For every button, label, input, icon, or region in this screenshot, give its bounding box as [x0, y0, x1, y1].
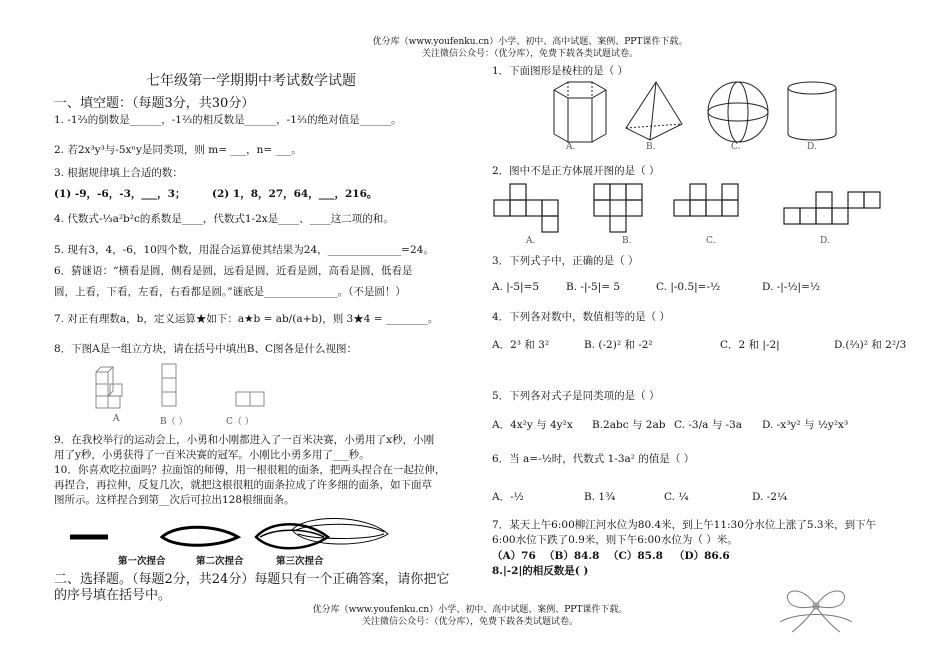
- cube-nets-figure: [494, 184, 894, 234]
- cube-stack-figure: [90, 362, 290, 418]
- net-label-c: C.: [706, 236, 716, 246]
- q7-option-d: （D）86.6: [674, 550, 730, 562]
- solid-shapes-figure: [548, 80, 848, 144]
- noodle-caption-2: 第二次捏合: [196, 556, 244, 567]
- q3-option-b: B. -|-5|= 5: [566, 281, 621, 293]
- question-7: 7. 对正有理数a，b，定义运算★如下：a★b = ab/(a+b)，则 3★4 = ________。: [54, 313, 439, 325]
- question-3-part-1: (1) -9，-6，-3，___，3；: [54, 188, 186, 200]
- solid-label-d: D.: [807, 142, 817, 152]
- header-line-2: 关注微信公众号：（优分库），免费下载各类试题试卷。: [421, 49, 638, 59]
- footer-line-1: 优分库（www.youfenku.cn）小学、初中、高中试题、案例、PPT课件下载。: [312, 605, 628, 615]
- question-10-line-3: 图所示。这样捏合到第__次后可拉出128根细面条。: [54, 494, 295, 506]
- q7-option-c: （C）85.8: [608, 550, 663, 562]
- q3-option-a: A. |-5|=5: [492, 281, 540, 293]
- noodle-caption-3: 第三次捏合: [276, 556, 324, 567]
- net-label-b: B.: [622, 236, 632, 246]
- choice-question-5: 5．下列各对式子是同类项的是（ ）: [492, 390, 660, 402]
- footer-line-2: 关注微信公众号：（优分库），免费下载各类试题试卷。: [361, 617, 578, 627]
- question-4: 4. 代数式-⅓a²b²c的系数是____，代数式1-2x是____、____这二项的和。: [54, 213, 394, 225]
- bow-ornament-icon: [776, 582, 856, 634]
- question-3-part-2: (2) 1，8，27，64，___，216。: [212, 188, 378, 200]
- net-label-a: A.: [526, 236, 536, 246]
- noodle-figure: [66, 512, 396, 552]
- figure-label-a: A: [113, 414, 120, 424]
- choice-question-8: 8.|-2|的相反数是( ): [492, 565, 589, 577]
- q5-option-a: A．4x²y 与 4y²x: [492, 419, 573, 431]
- q4-option-a: A．2³ 和 3²: [492, 339, 550, 351]
- choice-question-2: 2．图中不是正方体展开图的是（ ）: [492, 165, 660, 177]
- solid-label-a: A.: [566, 142, 576, 152]
- net-label-d: D.: [820, 236, 830, 246]
- choice-question-7-line-2: 6:00水位下跌了0.9米，则下午6:00水位为（ ）米。: [492, 534, 738, 546]
- q6-option-b: B. 1¾: [584, 491, 616, 503]
- choice-question-6: 6．当 a=-½时，代数式 1-3a² 的值是（ ）: [492, 453, 695, 465]
- q4-option-b: B. (-2)² 和 -2²: [584, 339, 653, 351]
- choice-question-4: 4．下列各对数中，数值相等的是（ ）: [492, 311, 671, 323]
- question-6-line-2: 圆，上看，下看，左看，右看都是圆。”谜底是______________。（不是圆！）: [54, 286, 406, 298]
- page-header: [320, 36, 740, 60]
- solid-label-c: C.: [731, 142, 741, 152]
- question-10-line-1: 10．你喜欢吃拉面吗？拉面馆的师傅，用一根很粗的面条，把两头捏合在一起拉伸，: [54, 464, 446, 476]
- q6-option-c: C. ¼: [664, 491, 689, 503]
- noodle-caption-1: 第一次捏合: [118, 556, 166, 567]
- q7-option-b: （B）84.8: [544, 550, 600, 562]
- q5-option-c: C. -3/a 与 -3a: [674, 419, 743, 431]
- solid-label-b: B.: [646, 142, 656, 152]
- q5-option-b: B.2abc 与 2ab: [592, 419, 666, 431]
- q3-option-d: D. -|-½|=½: [762, 281, 821, 293]
- section-multiple-choice: 二、选择题。（每题2分，共24分）每题只有一个正确答案，请你把它: [54, 572, 450, 587]
- figure-label-c: C（ ）: [226, 417, 254, 427]
- q4-option-c: C．2 和 |-2|: [720, 339, 780, 351]
- section-fill-blank: 一、填空题：（每题3分，共30分）: [54, 96, 255, 111]
- question-2: 2. 若2x³y³与-5xⁿy是同类项，则 m= ___，n= ___。: [54, 144, 302, 156]
- question-8: 8．下图A是一组立方块，请在括号中填出B、C图各是什么视图：: [54, 343, 358, 355]
- page-footer: [260, 604, 680, 628]
- choice-question-7-line-1: 7．某天上午6:00柳江河水位为80.4米，到上午11:30分水位上涨了5.3米，到下午: [492, 519, 877, 531]
- question-1: 1. -1⅔的倒数是______，-1⅔的相反数是______，-1⅔的绝对值是______。: [54, 114, 402, 126]
- choice-question-1: 1．下面图形是棱柱的是（ ）: [492, 65, 629, 77]
- choice-question-3: 3．下列式子中，正确的是（ ）: [492, 255, 639, 267]
- question-3: 3. 根据规律填上合适的数：: [54, 167, 183, 179]
- page-title: 七年级第一学期期中考试数学试题: [146, 73, 356, 89]
- header-line-1: 优分库（www.youfenku.cn）小学、初中、高中试题、案例、PPT课件下载。: [372, 37, 688, 47]
- q6-option-a: A．-½: [492, 491, 524, 503]
- question-9-line-1: 9．在我校举行的运动会上，小勇和小刚都进入了一百米决赛，小勇用了x秒，小刚: [54, 434, 435, 446]
- question-6-line-1: 6．猜谜语：“横看是圆，侧看是圆，远看是圆，近看是圆，高看是圆，低看是: [54, 265, 413, 277]
- question-9-line-2: 用了y秒，小勇获得了一百米决赛的冠军。小刚比小勇多用了___秒。: [54, 449, 370, 461]
- q7-option-a: （A）76: [492, 550, 536, 562]
- q5-option-d: D. -x³y² 与 ½y²x³: [762, 419, 849, 431]
- q3-option-c: C. |-0.5|=-½: [656, 281, 721, 293]
- section-multiple-choice-cont: 的序号填在括号中。: [54, 588, 172, 603]
- question-10-line-2: 再捏合，再拉伸，反复几次，就把这根很粗的面条拉成了许多细的面条，如下面草: [54, 479, 432, 491]
- q4-option-d: D.(⅔)² 和 2²/3: [834, 339, 907, 351]
- q6-option-d: D. -2¼: [752, 491, 788, 503]
- question-5: 5. 现有3，4，-6，10四个数，用混合运算使其结果为24，______________=24。: [54, 244, 434, 256]
- figure-label-b: B（ ）: [160, 417, 188, 427]
